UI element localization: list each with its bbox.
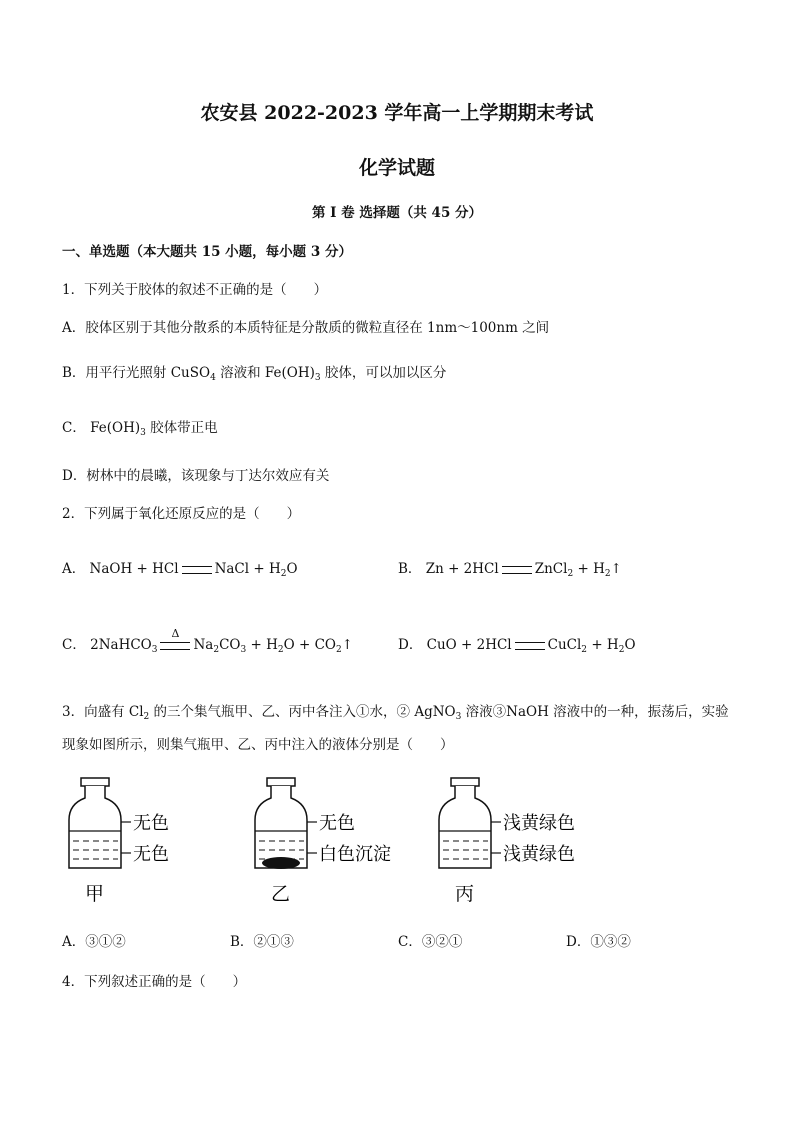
gas-jar-figure [55,770,615,910]
equals-sign [182,566,212,574]
q3-stem-line2: 现象如图所示，则集气瓶甲、乙、丙中注入的液体分别是（ ） [62,737,454,753]
jar-yi-bottom-label: 白色沉淀 [319,844,391,865]
equals-sign-heat [160,626,190,650]
q2-option-c: C． 2NaHCO$_3$ Δ $Na_2CO_3 + H_2O$ + $CO_2↑$ [62,626,354,655]
volume-heading: 第 I 卷 选择题（共 45 分） [311,205,483,221]
subject-title: 化学试题 [358,157,435,179]
q1-stem: 1．下列关于胶体的叙述不正确的是（ ） [62,282,328,298]
heat-delta: Δ [171,626,180,640]
q2-option-d: D． CuO + 2HCl CuCl$_2$ + $H_2O$ [398,637,636,655]
q3-option-d: D．①③② [566,934,631,950]
q2-option-a: A． NaOH + HCl NaCl + $H_2O$ [62,561,298,579]
section-heading: 一、单选题（本大题共 15 小题，每小题 3 分） [62,244,352,260]
jar-jia-top-label: 无色 [133,813,169,834]
exam-title: 农安县 2022-2023 学年高一上学期期末考试 [200,102,594,124]
jar-yi [255,778,391,905]
equals-sign [502,566,532,574]
q4-stem: 4．下列叙述正确的是（ ） [62,974,247,990]
jar-bing-top-label: 浅黄绿色 [503,813,575,834]
jar-jia [69,778,169,905]
q1-option-c: C． $Fe(OH)_3$ 胶体带正电 [62,420,218,438]
white-precipitate-mark [262,857,300,869]
q3-option-b: B．②①③ [230,934,294,950]
q2-option-b: B． Zn + 2HCl ZnCl$_2$ + $H_2↑$ [398,561,622,579]
jar-bing-bottom-label: 浅黄绿色 [503,844,575,865]
jar-yi-name: 乙 [271,883,291,905]
equals-sign [515,642,545,650]
jar-bing [439,778,575,905]
q3-stem-line1: 3．向盛有 $Cl_2$ 的三个集气瓶甲、乙、丙中各注入①水，② AgNO$_3$ 溶液③NaOH 溶液中的一种，振荡后，实验 [62,704,729,722]
q1-option-d: D．树林中的晨曦，该现象与丁达尔效应有关 [62,468,330,484]
q2-stem: 2．下列属于氧化还原反应的是（ ） [62,506,301,522]
q1-option-b: B．用平行光照射 CuSO$_4$ 溶液和 $Fe(OH)_3$ 胶体，可以加以区分 [62,365,447,383]
jar-bing-name: 丙 [455,883,475,905]
jar-jia-name: 甲 [85,883,105,905]
jar-yi-top-label: 无色 [319,813,355,834]
jar-jia-bottom-label: 无色 [133,844,169,865]
q1-option-a: A．胶体区别于其他分散系的本质特征是分散质的微粒直径在 1nm～100nm 之间 [62,320,550,336]
q3-option-c: C．③②① [398,934,463,950]
q3-option-a: A．③①② [62,934,126,950]
